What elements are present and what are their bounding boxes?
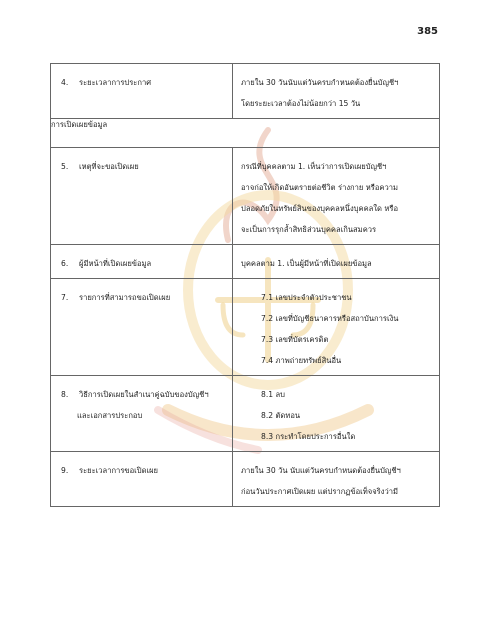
topic-line	[59, 72, 226, 93]
topic-line	[59, 384, 226, 405]
sub-list-item: 7.1 เลขประจำตัวประชาชน	[261, 293, 352, 302]
item-number: 9.	[61, 466, 69, 475]
detail-cell	[233, 279, 440, 376]
topic-cell	[51, 245, 233, 279]
topic-line	[59, 156, 226, 177]
info-table	[50, 63, 440, 507]
detail-line: อาจก่อให้เกิดอันตรายต่อชีวิต ร่างกาย หรือความ	[241, 183, 399, 192]
section-row	[51, 119, 440, 148]
sub-list-item: 8.1 ลบ	[261, 390, 285, 399]
topic-line	[59, 460, 226, 481]
topic-text: รายการที่สามารถขอเปิดเผย	[79, 293, 171, 302]
topic-text: ระยะเวลาการขอเปิดเผย	[79, 466, 158, 475]
item-number: 8.	[61, 390, 69, 399]
sub-list-item: 8.3 กระทำโดยประการอื่นใด	[261, 432, 356, 441]
table-row	[51, 245, 440, 279]
topic-cell	[51, 376, 233, 452]
topic-text: ระยะเวลาการประกาศ	[79, 78, 152, 87]
page-number: 385	[417, 26, 438, 37]
detail-cell	[233, 64, 440, 119]
table-row	[51, 452, 440, 507]
detail-line: ภายใน 30 วันนับแต่วันครบกำหนดต้องยื่นบัญชีฯ	[241, 78, 399, 87]
detail-line: โดยระยะเวลาต้องไม่น้อยกว่า 15 วัน	[241, 99, 361, 108]
detail-line: จะเป็นการรุกล้ำสิทธิส่วนบุคคลเกินสมควร	[241, 225, 377, 234]
topic-cell	[51, 148, 233, 245]
detail-cell	[233, 376, 440, 452]
topic-cell	[51, 452, 233, 507]
item-number: 5.	[61, 162, 69, 171]
topic-line	[59, 405, 226, 426]
topic-text: และเอกสารประกอบ	[77, 411, 143, 420]
detail-line: บุคคลตาม 1. เป็นผู้มีหน้าที่เปิดเผยข้อมูล	[241, 259, 372, 268]
detail-line: ภายใน 30 วัน นับแต่วันครบกำหนดต้องยื่นบัญชีฯ	[241, 466, 401, 475]
table-row	[51, 279, 440, 376]
detail-line: กรณีที่บุคคลตาม 1. เห็นว่าการเปิดเผยบัญชีฯ	[241, 162, 387, 171]
topic-text: วิธีการเปิดเผยในสำเนาคู่ฉบับของบัญชีฯ	[79, 390, 209, 399]
detail-cell	[233, 452, 440, 507]
item-number: 7.	[61, 293, 69, 302]
topic-line	[59, 287, 226, 308]
sub-list-item: 8.2 ตัดทอน	[261, 411, 301, 420]
topic-cell	[51, 64, 233, 119]
topic-text: ผู้มีหน้าที่เปิดเผยข้อมูล	[79, 259, 152, 268]
detail-line: ปลอดภัยในทรัพย์สินของบุคคลหนึ่งบุคคลใด หรือ	[241, 204, 399, 213]
topic-cell	[51, 279, 233, 376]
topic-text: เหตุที่จะขอเปิดเผย	[79, 162, 139, 171]
detail-cell	[233, 148, 440, 245]
sub-list-item: 7.2 เลขที่บัญชีธนาคารหรือสถาบันการเงิน	[261, 314, 399, 323]
detail-line: ก่อนวันประกาศเปิดเผย แต่ปรากฏข้อเท็จจริงว่ามี	[241, 487, 398, 496]
section-title: การเปิดเผยข้อมูล	[51, 119, 440, 148]
sub-list-item: 7.3 เลขที่บัตรเครดิต	[261, 335, 329, 344]
sub-list-item: 7.4 ภาพถ่ายทรัพย์สินอื่น	[261, 356, 342, 365]
detail-cell	[233, 245, 440, 279]
table-row	[51, 64, 440, 119]
topic-line	[59, 253, 226, 274]
item-number: 4.	[61, 78, 69, 87]
item-number: 6.	[61, 259, 69, 268]
table-row	[51, 376, 440, 452]
table-row	[51, 148, 440, 245]
